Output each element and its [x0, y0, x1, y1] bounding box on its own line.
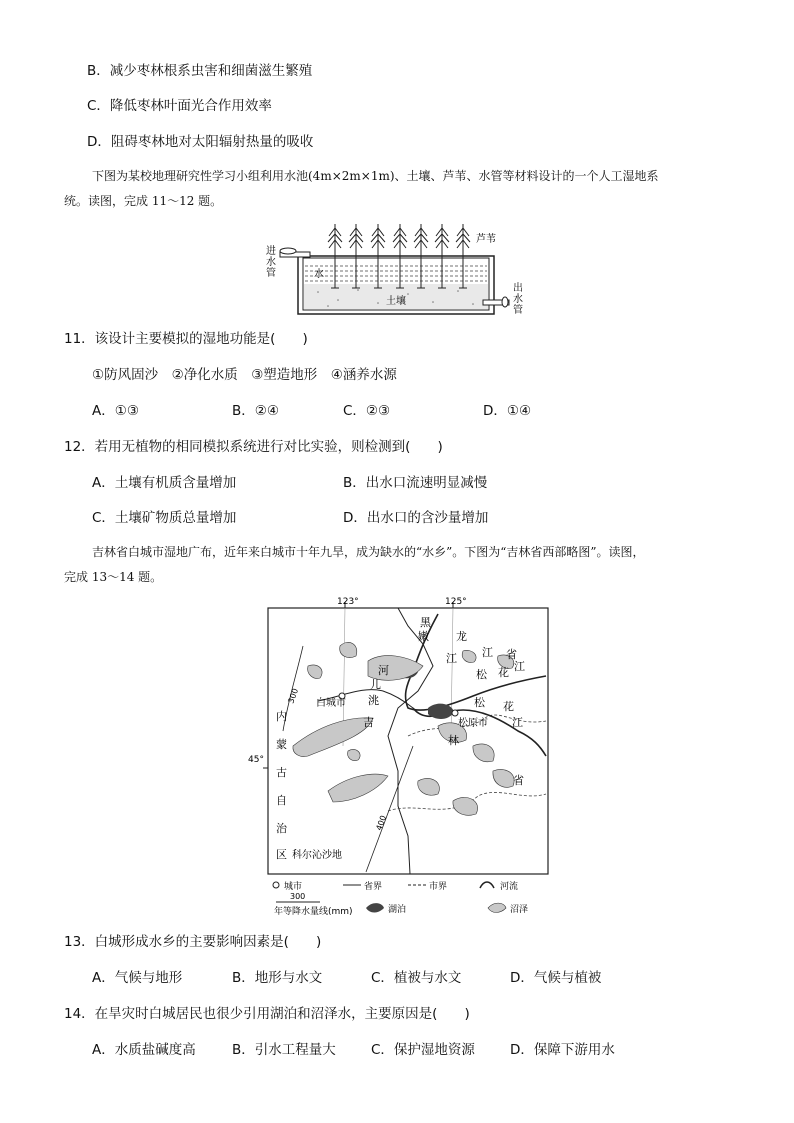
- legend-province: 省界: [364, 882, 383, 892]
- wetland-diagram: [258, 218, 530, 318]
- water-label: 水: [314, 269, 324, 280]
- lon-125-label: 125°: [445, 597, 467, 607]
- label-jiang1: 江: [482, 646, 493, 659]
- q11-option-b: B．②④: [232, 403, 279, 419]
- intro2-line1: 吉林省白城市湿地广布，近年来白城市十年九旱，成为缺水的“水乡”。下图为“吉林省西部略图”。读图，: [92, 545, 645, 559]
- label-nen: 嫩: [418, 630, 429, 643]
- q12-option-b: B．出水口流速明显减慢: [343, 475, 488, 491]
- inlet-label-1: 进: [266, 246, 276, 257]
- jilin-west-map: [248, 596, 560, 918]
- label-jiang-nen: 江: [446, 652, 457, 665]
- label-qu: 区: [276, 848, 287, 861]
- legend-river: 河流: [500, 882, 519, 892]
- q11-option-d: D．①④: [483, 403, 532, 419]
- label-baicheng: 白城市: [316, 698, 346, 709]
- q13-option-b: B．地形与水文: [232, 970, 323, 986]
- soil-label: 土壤: [386, 296, 406, 307]
- q12-option-c: C．土壤矿物质总量增加: [92, 510, 237, 526]
- isohyet-300-label: 300: [286, 687, 301, 705]
- label-jiang3: 江: [512, 716, 523, 729]
- inlet-label-2: 水: [266, 257, 276, 268]
- q13-option-c: C．植被与水文: [371, 970, 462, 986]
- label-hei: 黑: [420, 616, 431, 629]
- label-zi: 自: [276, 794, 287, 807]
- intro1-line2: 统。读图，完成 11～12 题。: [64, 194, 223, 208]
- legend-lake: 湖泊: [388, 905, 407, 915]
- label-long: 龙: [456, 630, 467, 643]
- map-legend: [273, 880, 528, 917]
- reed-label: 芦苇: [476, 234, 496, 245]
- label-song2: 松: [474, 696, 485, 709]
- outlet-label-3: 管: [513, 305, 523, 316]
- inlet-label-3: 管: [266, 268, 276, 279]
- outlet-label-2: 水: [513, 294, 523, 305]
- intro2-line2: 完成 13～14 题。: [64, 570, 163, 584]
- lon-123-label: 123°: [337, 597, 359, 607]
- q14-option-a: A．水质盐碱度高: [92, 1042, 196, 1058]
- label-keerqin: 科尔沁沙地: [292, 850, 342, 861]
- label-sheng1: 省: [506, 648, 517, 661]
- q13-option-d: D．气候与植被: [510, 970, 602, 986]
- intro1-line1: 下图为某校地理研究性学习小组利用水池(4m×2m×1m)、土壤、芦苇、水管等材料设计的一个人工湿地系: [92, 169, 659, 183]
- q13-stem: 13．白城形成水乡的主要影响因素是( ): [64, 934, 322, 950]
- label-nei: 内: [276, 710, 287, 723]
- label-sheng2: 省: [513, 774, 524, 787]
- label-hua2: 花: [503, 700, 514, 713]
- label-he: 河: [378, 664, 389, 677]
- q10-option-b: B．减少枣林根系虫害和细菌滋生繁殖: [87, 63, 313, 79]
- q14-option-b: B．引水工程量大: [232, 1042, 336, 1058]
- label-song: 松: [476, 668, 487, 681]
- q14-option-c: C．保护湿地资源: [371, 1042, 475, 1058]
- label-lin: 林: [448, 734, 459, 747]
- legend-marsh: 沼泽: [510, 905, 529, 915]
- legend-citybound: 市界: [429, 882, 448, 892]
- label-ji: 吉: [363, 716, 374, 729]
- label-zhi: 治: [276, 822, 287, 835]
- q10-option-d: D．阻碍枣林地对太阳辐射热量的吸收: [87, 134, 314, 150]
- isohyet-400-label: 400: [374, 814, 389, 832]
- legend-isohyet: 年等降水量线(mm): [274, 907, 353, 917]
- q14-stem: 14．在旱灾时白城居民也很少引用湖泊和沼泽水，主要原因是( ): [64, 1006, 470, 1022]
- legend-iso-value: 300: [290, 892, 306, 901]
- legend-city: 城市: [284, 882, 303, 892]
- label-tao: 洮: [368, 694, 379, 707]
- q13-option-a: A．气候与地形: [92, 970, 183, 986]
- q12-option-d: D．出水口的含沙量增加: [343, 510, 489, 526]
- label-gu: 古: [276, 766, 287, 779]
- q11-option-a: A．①③: [92, 403, 139, 419]
- label-er: 儿: [370, 678, 381, 691]
- q11-stem: 11．该设计主要模拟的湿地功能是( ): [64, 331, 308, 347]
- q11-items: ①防风固沙 ②净化水质 ③塑造地形 ④涵养水源: [92, 367, 397, 383]
- q14-option-d: D．保障下游用水: [510, 1042, 615, 1058]
- lat-45-label: 45°: [248, 755, 264, 765]
- q11-option-c: C．②③: [343, 403, 391, 419]
- label-meng: 蒙: [276, 738, 287, 751]
- q12-stem: 12．若用无植物的相同模拟系统进行对比实验，则检测到( ): [64, 439, 443, 455]
- q12-option-a: A．土壤有机质含量增加: [92, 475, 237, 491]
- label-songyuan: 松原市: [458, 718, 488, 729]
- outlet-label-1: 出: [513, 283, 523, 294]
- label-jiang2: 江: [514, 660, 525, 673]
- q10-option-c: C．降低枣林叶面光合作用效率: [87, 98, 272, 114]
- label-hua: 花: [498, 666, 509, 679]
